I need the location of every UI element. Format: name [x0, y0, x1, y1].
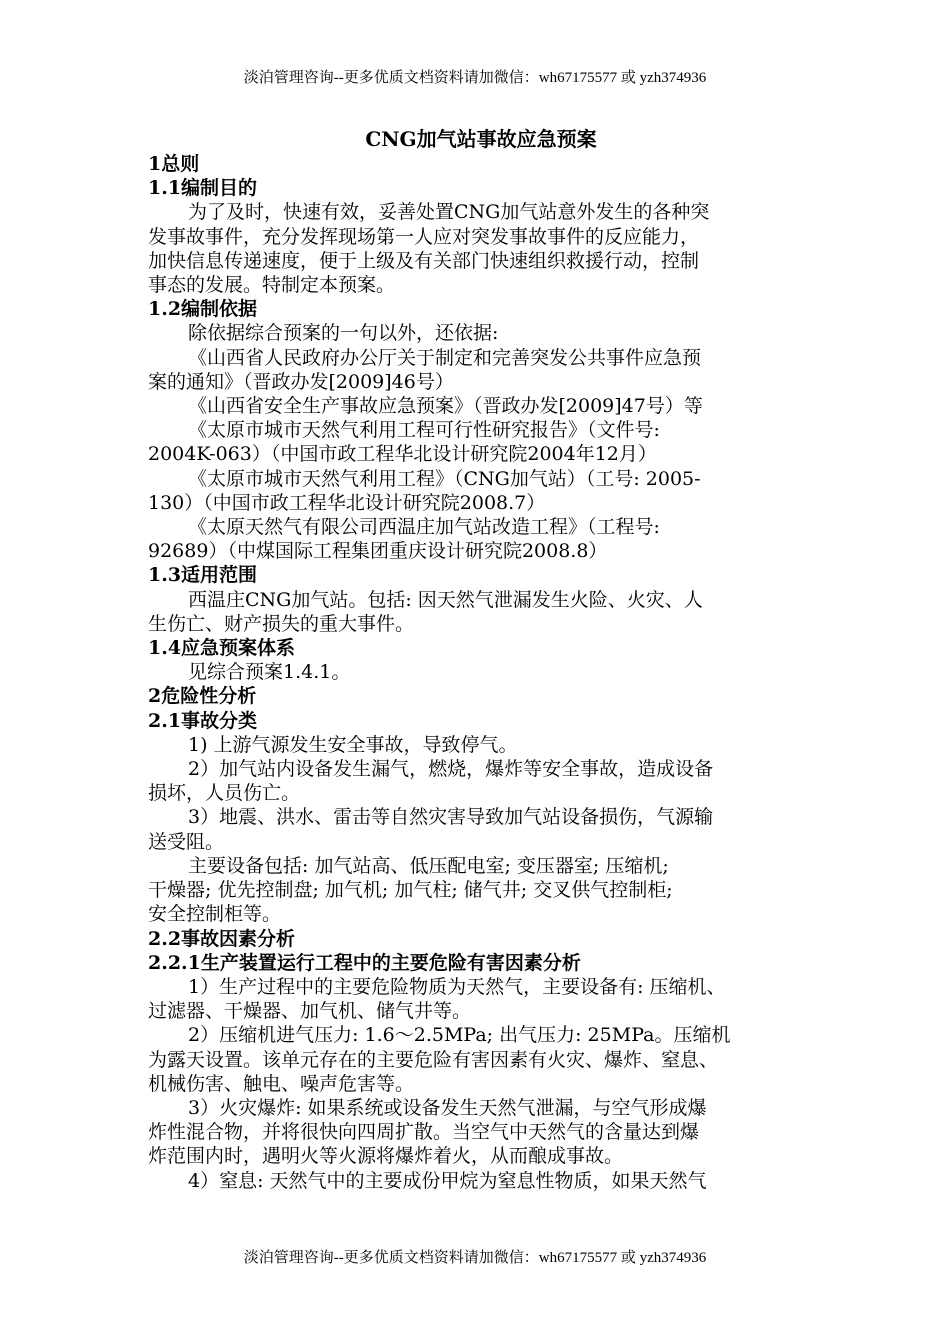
section-heading: 1.1编制目的 [148, 177, 258, 200]
section-heading: 1总则 [148, 153, 200, 175]
section-heading: 2.1事故分类 [148, 709, 258, 732]
paragraph-line: 《太原市城市天然气利用工程》（CNG加气站）（工号: 2005- [188, 467, 701, 490]
paragraph-line: 干燥器; 优先控制盘; 加气机; 加气柱; 储气井; 交叉供气控制柜; [148, 879, 673, 902]
paragraph-line: 《太原市城市天然气利用工程可行性研究报告》（文件号: [188, 419, 660, 442]
paragraph-line: 见综合预案1.4.1。 [188, 661, 351, 684]
paragraph-line: 1) 上游气源发生安全事故，导致停气。 [188, 733, 518, 756]
paragraph-line: 西温庄CNG加气站。包括: 因天然气泄漏发生火险、火灾、人 [188, 588, 703, 611]
paragraph-line: 送受阻。 [148, 830, 225, 853]
paragraph-line: 炸范围内时，遇明火等火源将爆炸着火，从而酿成事故。 [148, 1145, 624, 1168]
paragraph-line: 为露天设置。该单元存在的主要危险有害因素有火灾、爆炸、窒息、 [148, 1048, 719, 1071]
paragraph-line: 92689）（中煤国际工程集团重庆设计研究院2008.8） [148, 540, 608, 563]
paragraph-line: 2）压缩机进气压力: 1.6～2.5MPa; 出气压力: 25MPa。压缩机 [188, 1024, 731, 1047]
paragraph-line: 安全控制柜等。 [148, 903, 282, 926]
paragraph-line: 130）（中国市政工程华北设计研究院2008.7） [148, 491, 546, 514]
paragraph-line: 过滤器、干燥器、加气机、储气井等。 [148, 1000, 472, 1023]
section-heading: 2危险性分析 [148, 685, 257, 708]
section-heading: 1.2编制依据 [148, 298, 258, 321]
paragraph-line: 机械伤害、触电、噪声危害等。 [148, 1072, 415, 1095]
paragraph-line: 事态的发展。特制定本预案。 [148, 274, 396, 297]
section-heading: 1.4应急预案体系 [148, 637, 296, 660]
paragraph-line: 案的通知》（晋政办发[2009]46号） [148, 370, 454, 393]
paragraph-line: 3）火灾爆炸: 如果系统或设备发生天然气泄漏，与空气形成爆 [188, 1096, 707, 1119]
paragraph-line: 2）加气站内设备发生漏气，燃烧，爆炸等安全事故，造成设备 [188, 758, 714, 781]
paragraph-line: 加快信息传递速度，便于上级及有关部门快速组织救援行动，控制 [148, 249, 700, 272]
paragraph-line: 4）窒息: 天然气中的主要成份甲烷为窒息性物质，如果天然气 [188, 1169, 707, 1192]
paragraph-line: 1）生产过程中的主要危险物质为天然气，主要设备有: 压缩机、 [188, 975, 726, 998]
paragraph-line: 3）地震、洪水、雷击等自然灾害导致加气站设备损伤，气源输 [188, 806, 714, 829]
paragraph-line: 发事故事件，充分发挥现场第一人应对突发事故事件的反应能力， [148, 225, 700, 248]
paragraph-line: 生伤亡、财产损失的重大事件。 [148, 612, 415, 635]
section-heading: 2.2.1生产装置运行工程中的主要危险有害因素分析 [148, 951, 581, 974]
page-header: 淡泊管理咨询--更多优质文档资料请加微信：wh67175577 或 yzh374936 [243, 70, 707, 86]
paragraph-line: 2004K-063）（中国市政工程华北设计研究院2004年12月） [148, 443, 657, 466]
page-footer: 淡泊管理咨询--更多优质文档资料请加微信：wh67175577 或 yzh374936 [243, 1250, 707, 1266]
document-text [148, 152, 814, 1193]
document-title: CNG加气站事故应急预案 [365, 127, 597, 151]
paragraph-line: 除依据综合预案的一句以外，还依据: [188, 322, 499, 345]
paragraph-line: 《山西省安全生产事故应急预案》（晋政办发[2009]47号）等 [188, 395, 703, 418]
section-heading: 1.3适用范围 [148, 564, 258, 587]
paragraph-line: 为了及时，快速有效，妥善处置CNG加气站意外发生的各种突 [188, 201, 710, 224]
paragraph-line: 炸性混合物，并将很快向四周扩散。当空气中天然气的含量达到爆 [148, 1121, 700, 1144]
section-heading: 2.2事故因素分析 [148, 927, 296, 950]
paragraph-line: 损坏，人员伤亡。 [148, 782, 301, 805]
paragraph-line: 主要设备包括: 加气站高、低压配电室; 变压器室; 压缩机; [188, 854, 669, 877]
document-body [148, 126, 814, 1193]
paragraph-line: 《太原天然气有限公司西温庄加气站改造工程》（工程号: [188, 516, 660, 539]
paragraph-line: 《山西省人民政府办公厅关于制定和完善突发公共事件应急预 [188, 346, 702, 369]
